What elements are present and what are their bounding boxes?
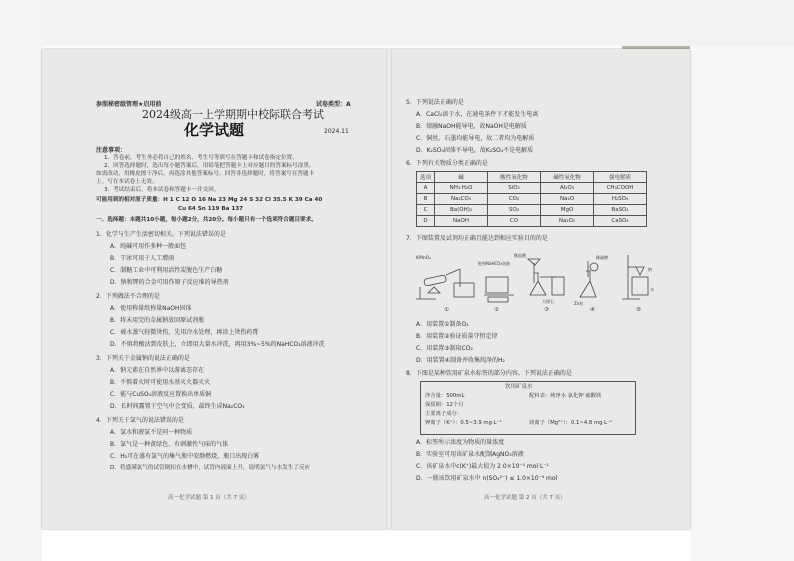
option: A．钠元素在自然界中以游离态存在 bbox=[110, 367, 205, 374]
table-cell: B bbox=[417, 194, 435, 205]
question-stem-1: 1．化学与生产生活密切相关。下列说法错误的是 bbox=[96, 231, 226, 238]
label-title: 饮用矿泉水 bbox=[505, 384, 533, 390]
subject-title: 化学试题 bbox=[184, 121, 245, 139]
table-row bbox=[417, 183, 647, 194]
table-cell: Na₂O₂ bbox=[541, 216, 594, 227]
option: D．K₂SO₄固体不导电，故K₂SO₄不是电解质 bbox=[416, 147, 534, 154]
table-header: 碱性氧化物 bbox=[541, 172, 594, 183]
option: A．标签所示浓度为物质的量浓度 bbox=[416, 439, 505, 446]
classification-table bbox=[416, 171, 647, 227]
table-cell: Ba(OH)₂ bbox=[435, 205, 488, 216]
table-row bbox=[417, 216, 647, 227]
figure-number: ② bbox=[494, 307, 499, 313]
option: C．该矿泉水中c(K⁺)最大值为 2.0×10⁻⁵ mol·L⁻¹ bbox=[416, 463, 549, 470]
page-footer: 高一化学试题 第 2 页（共 7 页） bbox=[484, 495, 566, 501]
notice-line: 1．答卷前，考生务必将自己的姓名、考生号等填写在答题卡和试卷指定位置。 bbox=[104, 155, 298, 161]
table-cell: CaSO₄ bbox=[594, 216, 647, 227]
option: A．氯水和液氯不是同一种物质 bbox=[110, 429, 193, 436]
option: D．钠和钾的合金可用作原子反应堆的导热剂 bbox=[110, 279, 229, 286]
table-cell: D bbox=[417, 216, 435, 227]
desk-background-left bbox=[0, 0, 42, 561]
option: D．用装置④制备并收集纯净的H₂ bbox=[416, 357, 505, 364]
mineral-water-label bbox=[420, 381, 636, 435]
label-line: 主要离子成分： bbox=[425, 411, 463, 417]
option: D．将盛满氯气的试管倒扣在水槽中，试管内液面上升，说明氯气与水发生了反应 bbox=[110, 465, 311, 471]
table-cell: C bbox=[417, 205, 435, 216]
desk-background-right bbox=[690, 46, 794, 561]
option: A．纯碱可用作多种一般面包 bbox=[110, 243, 187, 250]
paper-type: 试卷类型：A bbox=[316, 101, 351, 108]
table-cell: H₂SO₄ bbox=[594, 194, 647, 205]
option: B．干冰可用于人工增雨 bbox=[110, 255, 175, 262]
conical-flask bbox=[530, 273, 546, 295]
table-cell: CO bbox=[488, 216, 541, 227]
option: B．不慎着火时可使用水基灭火器灭火 bbox=[110, 379, 211, 386]
option: D．一瓶该饮用矿泉水中 n(SO₄²⁻) ≤ 1.0×10⁻⁴ mol bbox=[416, 475, 558, 482]
question-stem-4: 4．下列关于氯气的说法错误的是 bbox=[96, 417, 184, 424]
apparatus-figure bbox=[414, 247, 674, 313]
option: C．被水蒸气轻微烫伤，先用冷水处理，再涂上烫伤药膏 bbox=[110, 329, 259, 336]
table-row bbox=[417, 205, 647, 216]
table-cell: CH₃COOH bbox=[594, 183, 647, 194]
table-header-row bbox=[417, 172, 647, 183]
option: B．将未用完的金属钠放回原试剂瓶 bbox=[110, 317, 205, 324]
table-cell: Na₂CO₃ bbox=[435, 194, 488, 205]
notice-line: 2．回答选择题时，选出每小题答案后，用铅笔把答题卡上对应题目的答案标号涂黑。 bbox=[104, 163, 315, 169]
label-marble: 大理石 bbox=[542, 299, 554, 304]
option: A．CaCl₂溶于水，在通电条件下才能发生电离 bbox=[416, 111, 539, 118]
figure-number: ① bbox=[444, 307, 449, 313]
notice-line: 上。写在本试卷上无效。 bbox=[96, 179, 158, 185]
water-trough bbox=[454, 283, 474, 297]
option: C．用装置③制取CO₂ bbox=[416, 345, 473, 352]
table-row bbox=[417, 194, 647, 205]
notice-title: 注意事项： bbox=[96, 147, 127, 154]
figure-number: ⑤ bbox=[636, 307, 641, 313]
label-line: 钾离子（K⁺）：0.5~3.9 mg·L⁻¹ bbox=[425, 420, 502, 426]
table-cell: NH₃·H₂O bbox=[435, 183, 488, 194]
table-header: 碱 bbox=[435, 172, 488, 183]
table-cell: A bbox=[417, 183, 435, 194]
option: B．用装置②验证质量守恒定律 bbox=[416, 333, 498, 340]
table-cell: CO₂ bbox=[488, 194, 541, 205]
question-stem-7: 7．下图装置及试剂均正确且能达到相应实验目的的是 bbox=[406, 235, 548, 242]
option: A．用装置①制备O₂ bbox=[416, 321, 469, 328]
label-water: 水 bbox=[650, 287, 654, 292]
exam-page-2 bbox=[392, 49, 690, 529]
water-beaker bbox=[632, 277, 648, 295]
table-cell: MgO bbox=[541, 205, 594, 216]
label-zn: Zn粒 bbox=[574, 301, 584, 306]
option: B．氯气是一种黄绿色、有刺激性气味的气体 bbox=[110, 441, 229, 448]
atomic-mass-line: 可能用到的相对原子质量：H 1 C 12 O 16 Na 23 Mg 24 S 32 Cl 35.5 K 39 Ca 40 bbox=[96, 197, 323, 203]
table-cell: Na₂O bbox=[541, 194, 594, 205]
table-header: 选项 bbox=[417, 172, 435, 183]
question-stem-6: 6．下列有关物质分类正确的是 bbox=[406, 160, 488, 167]
table-cell: SiO₂ bbox=[488, 183, 541, 194]
option: D．不慎将酸沾到皮肤上，立即用大量水冲洗，再用3%~5%的NaHCO₃溶液冲洗 bbox=[110, 341, 325, 348]
test-tube bbox=[424, 275, 447, 286]
label-line: 镁离子（Mg²⁺）：0.1~4.8 mg·L⁻¹ bbox=[529, 420, 613, 426]
section-title: 一、选择题：本题共10小题，每小题2分，共20分。每小题只有一个选项符合题目要求。 bbox=[96, 217, 317, 223]
option: B．熔融NaOH能导电，故NaOH是电解质 bbox=[416, 123, 527, 130]
label-line: 保质期：12个月 bbox=[425, 402, 464, 408]
question-stem-2: 2．下列做法不合理的是 bbox=[96, 293, 160, 300]
option: C．制糖工业中可利用活性炭脱色生产白糖 bbox=[110, 267, 223, 274]
option: B．实验室可用该矿泉水配制AgNO₃溶液 bbox=[416, 451, 524, 458]
label-kmno4: KMnO₄ bbox=[416, 256, 432, 261]
exam-title: 2024级高一上学期期中校际联合考试 bbox=[142, 108, 324, 121]
figure-number: ④ bbox=[590, 307, 595, 313]
exam-sheet bbox=[42, 49, 690, 529]
table-header: 强电解质 bbox=[594, 172, 647, 183]
label-sodium: 钠 bbox=[648, 267, 652, 272]
confidential-mark: 参照秘密级管理★启用前 bbox=[96, 101, 162, 108]
page-footer: 高一化学试题 第 1 页（共 7 页） bbox=[168, 495, 250, 501]
label-hcl: 稀盐酸 bbox=[514, 253, 526, 258]
label-line: 净含量：500mL bbox=[425, 393, 465, 399]
desk-background-top bbox=[0, 0, 794, 46]
exam-page-1 bbox=[42, 49, 386, 529]
atomic-mass-line: Cu 64 Sn 119 Ba 137 bbox=[178, 206, 244, 212]
option: C．能与CuSO₄溶液反应置换出单质铜 bbox=[110, 391, 212, 398]
option: A．使用称量纸称量NaOH固体 bbox=[110, 305, 192, 312]
option: D．长时间露置于空气中会变质，最终生成Na₂CO₃ bbox=[110, 403, 245, 410]
question-stem-8: 8．下图是某种饮用矿泉水标签的部分内容。下列说法正确的是 bbox=[406, 370, 572, 377]
figure-number: ③ bbox=[544, 307, 549, 313]
table-cell: SO₂ bbox=[488, 205, 541, 216]
table-cell: NaOH bbox=[435, 216, 488, 227]
question-stem-3: 3．下列关于金属钠的说法正确的是 bbox=[96, 355, 190, 362]
label-line: 配料表：纯净水 氯化钾 硫酸镁 bbox=[529, 393, 602, 399]
label-h2so4: 稀硫酸 bbox=[596, 255, 608, 260]
notice-line: 如需改动，用橡皮擦干净后，再选涂其他答案标号。回答非选择题时，将答案写在答题卡 bbox=[96, 171, 315, 177]
question-stem-5: 5．下列说法正确的是 bbox=[406, 99, 464, 106]
notice-line: 3．考试结束后，将本试卷和答题卡一并交回。 bbox=[104, 187, 220, 193]
exam-date: 2024.11 bbox=[324, 128, 349, 135]
label-nahco3: 饱和NaHCO₃溶液 bbox=[478, 261, 510, 266]
option: C．H₂可在盛有氯气的集气瓶中安静燃烧，瓶口出现白雾 bbox=[110, 453, 260, 460]
gas-bottle bbox=[552, 277, 564, 295]
option: C．铜丝、石墨均能导电，故二者均为电解质 bbox=[416, 135, 535, 142]
table-header: 酸性氧化物 bbox=[488, 172, 541, 183]
alcohol-lamp bbox=[428, 287, 440, 293]
beaker bbox=[486, 277, 508, 293]
table-cell: BaSO₄ bbox=[594, 205, 647, 216]
table-cell: Al₂O₃ bbox=[541, 183, 594, 194]
